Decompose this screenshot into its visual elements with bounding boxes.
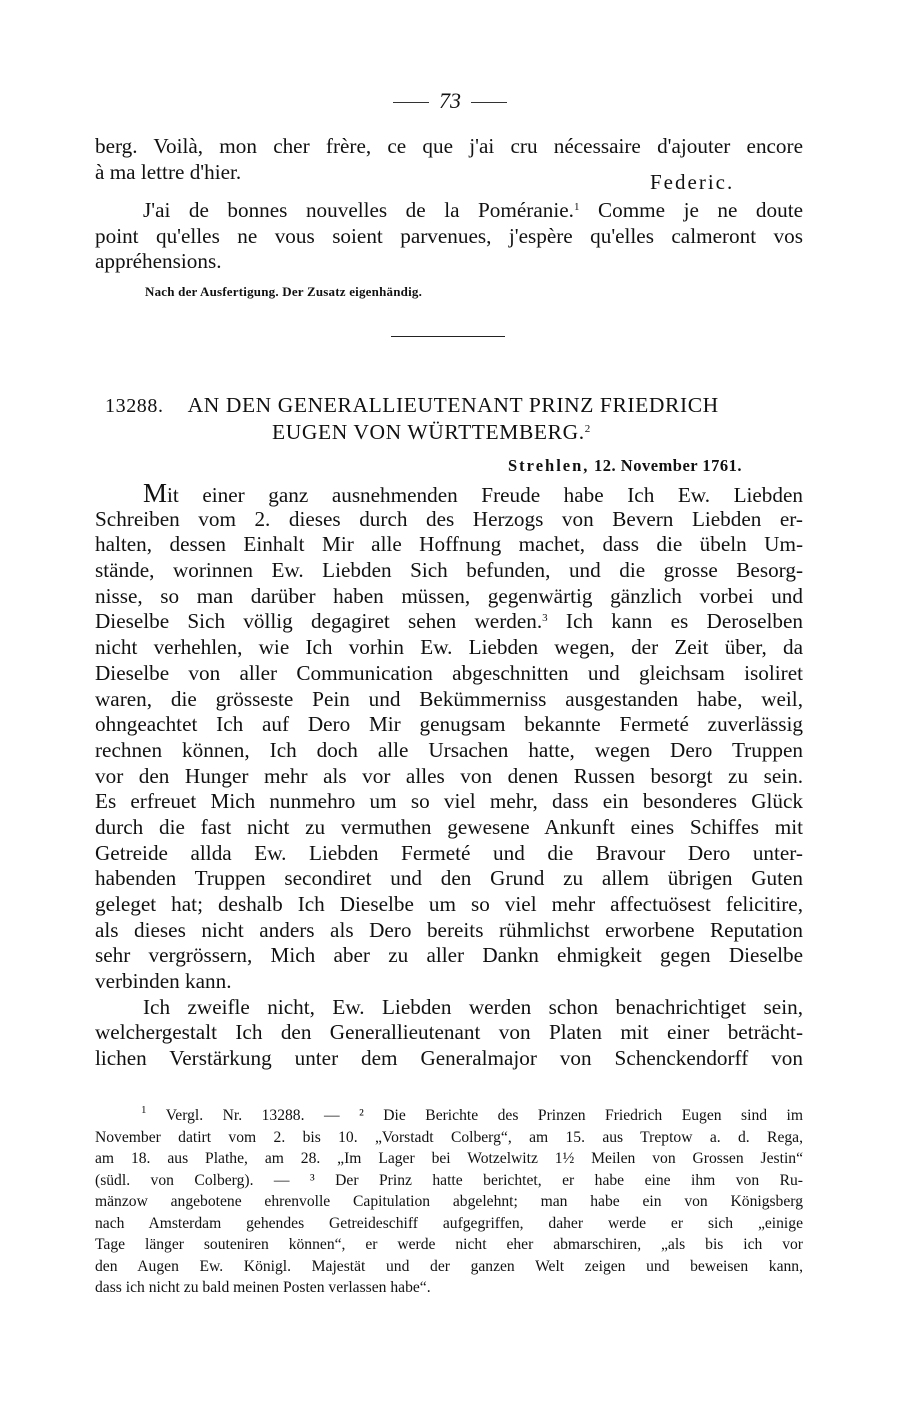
dateline — [508, 456, 742, 476]
text-line: Getreide allda Ew. Liebden Fermeté und die Bravour Dero unter- — [95, 840, 803, 865]
footnote-line: dass ich nicht zu bald meinen Posten verlassen habe“. — [95, 1279, 431, 1296]
text-line: sehr vergrössern, Mich aber zu aller Dankn ehmigkeit gegen Dieselbe — [95, 943, 803, 968]
text-line — [95, 198, 803, 224]
text-line-content: it einer ganz ausnehmenden Freude habe Ich Ew. Liebden — [167, 483, 803, 507]
letter-heading — [105, 393, 795, 418]
text-line: rechnen können, Ich doch alle Ursachen hatte, wegen Dero Truppen — [95, 737, 803, 762]
heading-line-1: AN DEN GENERALLIEUTENANT PRINZ FRIEDRICH — [187, 393, 719, 417]
text-line — [95, 609, 803, 635]
footnote-ref: 3 — [542, 612, 548, 625]
text-line: nisse, so man darüber haben müssen, gegenwärtig gänzlich vorbei und — [95, 583, 803, 608]
text-line-content: Ich kann es Deroselben — [565, 609, 803, 634]
letter-number: 13288. — [105, 395, 164, 417]
initial-letter: M — [143, 478, 168, 508]
text-line: point qu'elles ne vous soient parvenues, j'espère qu'elles calmeront vos — [95, 223, 803, 248]
text-line: vor den Hunger mehr als vor alles von denen Russen besorgt zu sein. — [95, 763, 803, 788]
source-note: Nach der Ausfertigung. Der Zusatz eigenhändig. — [145, 284, 423, 299]
footnote-line: nach Amsterdam gehendes Getreideschiff aufgegriffen, daher werde er sich „einige — [95, 1214, 803, 1232]
text-line: Ich zweifle nicht, Ew. Liebden werden schon benachrichtiget sein, — [143, 994, 803, 1019]
postscript-text: J'ai de bonnes nouvelles de la Poméranie. — [143, 198, 574, 222]
letter-body — [95, 478, 803, 1072]
footnote-marker: 1 — [141, 1104, 147, 1116]
footnote-line: (südl. von Colberg). — ³ Der Prinz hatte berichtet, er habe eine ihm von Ru- — [95, 1171, 803, 1189]
text-line: habenden Truppen secondiret und den Grund zu allem übrigen Guten — [95, 866, 803, 891]
heading-line-2: EUGEN VON WÜRTTEMBERG. — [272, 420, 585, 444]
text-line — [95, 478, 803, 508]
footnote-line — [95, 1105, 803, 1127]
footnote-line: November datirt vom 2. bis 10. „Vorstadt Colberg“, am 15. aus Treptow a. d. Rega, — [95, 1128, 803, 1146]
text-line: Dieselbe von aller Communication abgeschnitten und gleichsam isoliret — [95, 660, 803, 685]
text-line: durch die fast nicht zu vermuthen gewesene Ankunft eines Schiffes mit — [95, 814, 803, 839]
dateline-date: 12. November 1761. — [594, 456, 743, 475]
text-line: à ma lettre d'hier. — [95, 159, 242, 184]
footnote-line: mänzow angebotene ehrenvolle Capitulation abgelehnt; man habe ein von Königsberg — [95, 1193, 803, 1210]
text-line: stände, worinnen Ew. Liebden Sich befunden, und die grosse Besorg- — [95, 558, 803, 583]
footnote-line: Tage länger souteniren können“, er werde nicht eher abmarschiren, „als bis ich vor — [95, 1236, 803, 1253]
footnote-line: den Augen Ew. Königl. Majestät und der ganzen Welt zeigen und beweisen kann, — [95, 1257, 803, 1275]
letter-heading-continued — [272, 420, 591, 445]
footnotes — [95, 1105, 803, 1299]
signature: Federic. — [650, 170, 735, 194]
footnote-ref: 2 — [584, 423, 591, 435]
footnote-line: am 18. aus Plathe, am 28. „Im Lager bei Wotzelwitz 1½ Meilen von Grossen Jestin“ — [95, 1150, 803, 1167]
text-line: appréhensions. — [95, 249, 222, 274]
text-line: halten, dessen Einhalt Mir alle Hoffnung machet, dass die übeln Um- — [95, 532, 803, 557]
text-line: waren, die grösseste Pein und Bekümmerniss ausgestanden habe, weil, — [95, 686, 803, 711]
page-number — [0, 88, 900, 114]
section-divider — [391, 336, 505, 337]
page-number-rule-left — [393, 102, 429, 103]
page-number-value: 73 — [439, 88, 461, 113]
text-line: verbinden kann. — [95, 969, 232, 994]
text-line: berg. Voilà, mon cher frère, ce que j'ai cru nécessaire d'ajouter encore — [95, 134, 803, 158]
text-line: geleget hat; deshalb Ich Dieselbe um so viel mehr affectuösest felicitire, — [95, 892, 803, 916]
text-line: Es erfreuet Mich nunmehro um so viel mehr, dass ein besonderes Glück — [95, 789, 803, 814]
footnote-ref: 1 — [573, 201, 580, 213]
dateline-place: Strehlen, — [508, 456, 590, 475]
postscript-text: Comme je ne doute — [597, 198, 803, 222]
text-line: als dieses nicht anders als Dero bereits rühmlichst erworbene Reputation — [95, 917, 803, 942]
text-line-content: Dieselbe Sich völlig degagiret sehen werden. — [95, 609, 543, 634]
text-line: welchergestalt Ich den Generallieutenant von Platen mit einer beträcht- — [95, 1020, 803, 1045]
page-number-rule-right — [471, 102, 507, 103]
text-line: lichen Verstärkung unter dem Generalmajor von Schenckendorff von — [95, 1046, 803, 1071]
text-line: ohngeachtet Ich auf Dero Mir genugsam bekannte Fermeté zuverlässig — [95, 712, 803, 737]
footnote-text: Vergl. Nr. 13288. — ² Die Berichte des Prinzen Friedrich Eugen sind im — [165, 1107, 803, 1124]
text-line: Schreiben vom 2. dieses durch des Herzogs von Bevern Liebden er- — [95, 506, 803, 531]
text-line: nicht verhehlen, wie Ich vorhin Ew. Liebden wegen, der Zeit über, da — [95, 635, 803, 660]
postscript — [95, 198, 803, 275]
